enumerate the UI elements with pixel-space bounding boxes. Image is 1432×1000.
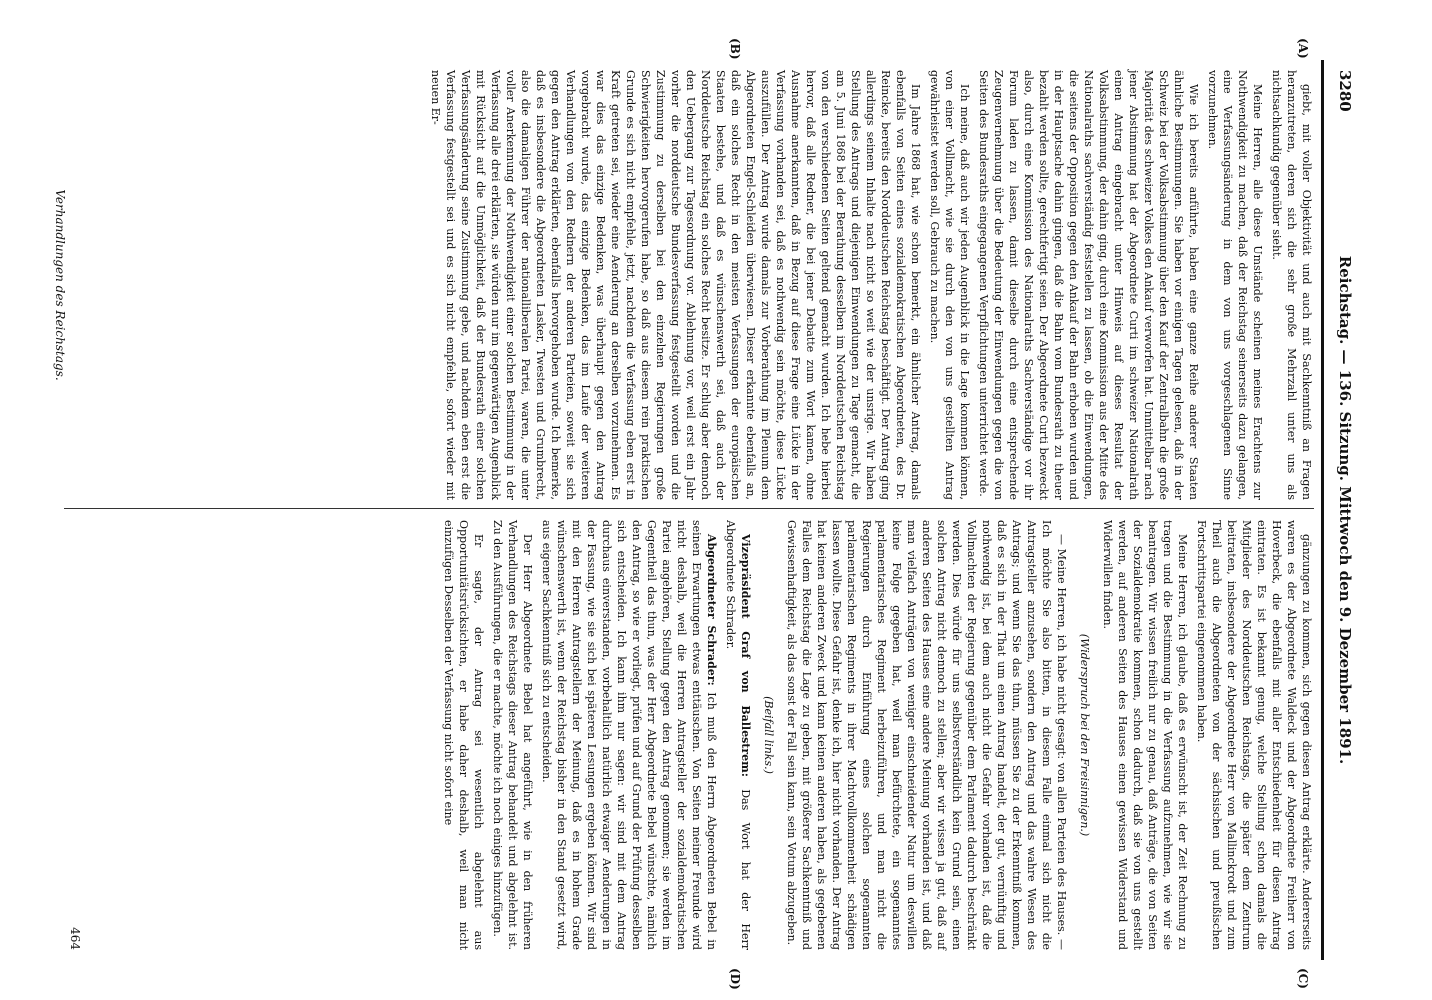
header-page-number: 3280 [1336, 70, 1354, 112]
paragraph: Er sagte, der Antrag sei wesentlich abgelehnt aus Opportunitätsrücksichten, er habe daher deshalb, weil man nicht einzufügen Desselben der Verfassung nicht sofort eine [442, 520, 485, 950]
paragraph: — Meine Herren, ich habe nicht gesagt: von allen Parteien des Hauses. — Ich möchte Sie also bitten, in diesem Falle einmal sich nicht die Antragsteller anzusehen, sondern den Antrag und das wahre Wesen des Antrags; und wenn Sie das thun, müssen Sie zu der Erkenntniß kommen, daß es sich in der That um einen Antrag handelt, der gut, vernünftig und nothwendig ist, bei dem auch nicht die Gefahr vorhanden ist, daß die Vollmachten der Regierung gegenüber dem Parlament dadurch beschränkt werden. Dies würde für uns selbstverständlich kein Grund sein, einen solchen Antrag nicht dennoch zu stellen; aber wir wissen ja gut, daß auf anderen Seiten des Hauses eine andere Meinung vorhanden ist, und daß man vielfach Anträgen von weniger einschneidender Natur um deswillen keine Folge gegeben hat, weil man befürchtete, ein sogenanntes parlamentarisches Regiment herbeizuführen, und man nicht die Regierungen durch Einführung eines solchen sogenannten parlamentarischen Regiments in ihrer Machtvollkommenheit schädigen lassen wollte. Diese Gefahr ist, denke ich, hier nicht vorhanden. Der Antrag hat keinen anderen Zweck und kann keinen anderen haben, als gegebenen Falles dem Reichstag die Lage zu geben, mit größerer Sachkenntniß und Gewissenhaftigkeit, als das sonst der Fall sein kann, sein Votum abzugeben. [785, 520, 1068, 950]
margin-mark-a: (A) [1296, 38, 1310, 59]
footer-publication: Verhandlungen des Reichstags. [53, 189, 67, 381]
paragraph: gänzungen zu kommen, sich gegen diesen Antrag erklärte. Andererseits waren es der Abgeordnete Waldeck und der Abgeordnete Freiherr von Hoverbeck, die ebenfalls mit aller Entschiedenheit für diesen Antrag eintraten. Es ist bekannt genug, welche Stellung schon damals die Mitglieder des Norddeutschen Reichstags, die später dem Zentrum beitraten, insbesondere der Abgeordnete Herr von Mallinckrodt und zum Theil auch die Abgeordneten von der sächsischen und preußischen Fortschrittspartei eingenommen haben. [1195, 520, 1313, 950]
speaker-name: Vizepräsident Graf von Ballestrem: [739, 534, 752, 777]
paragraph: giebt, mit voller Objektivität und auch mit Sachkenntniß an Fragen heranzutreten, deren sich die sehr große Mehrzahl unter uns als nichtsachkundig gegenüber sieht. [1270, 70, 1313, 500]
speaker-paragraph [539, 520, 719, 950]
speaker-text: Das Wort hat der Herr Abgeordnete Schrader. [724, 520, 752, 950]
interjection: (Beifall links.) [762, 696, 775, 774]
paragraph: Der Herr Abgeordnete Bebel hat angeführt, wie in den früheren Verhandlungen des Reichstags dieser Antrag behandelt und abgelehnt ist. Zu den Ausführungen, die er machte, möchte ich noch einiges hinzufügen. [491, 520, 534, 950]
paragraph: Meine Herren, ich glaube, daß es erwünscht ist, der Zeit Rechnung zu tragen und die Bestimmung in die Verfassung aufzunehmen, wie wir sie beantragen. Wir wissen freilich nur zu genau, daß Anträge, die von Seiten der Sozialdemokratie kommen, schon dadurch, daß sie von uns gestellt werden, auf anderen Seiten des Hauses einen gewissen Widerstand und Widerwillen finden. [1101, 520, 1189, 950]
paragraph: Im Jahre 1868 hat, wie schon bemerkt, ein ähnlicher Antrag, damals ebenfalls von Seiten eines sozialdemokratischen Abgeordneten, des Dr. Reincke, bereits den Norddeutschen Reichstag beschäftigt. Der Antrag ging allerdings seinem Inhalte nach nicht so weit wie der unsrige. Wir haben Stellung des Antrags und diejenigen Einwendungen zu Tage gemacht, die am 5. Juni 1868 bei der Berathung desselben im Norddeutschen Reichstag von den verschiedenen Seiten geltend gemacht wurden. Ich hebe hierbei hervor, daß alle Redner, die bei jener Debatte zum Wort kamen, ohne Ausnahme anerkannten, daß in Bezug auf diese Frage eine Lücke in der Verfassung vorhanden sei, daß es nothwendig sein möchte, diese Lücke auszufüllen. Der Antrag wurde damals zur Vorberathung im Plenum dem Abgeordneten Engel-Schleiden überwiesen. Dieser erkannte ebenfalls an, daß ein solches Recht in den meisten Verfassungen der europäischen Staaten bestehe, und daß es wünschenswerth sei, daß auch der Norddeutsche Reichstag ein solches Recht besitze. Er schlug aber dennoch den Uebergang zur Tagesordnung vor. Ablehnung vor, weil erst ein Jahr vorher die norddeutsche Bundesverfassung festgestellt worden und die Zustimmung zu derselben bei den einzelnen Regierungen große Schwierigkeiten hervorgerufen habe, so daß aus diesem rein praktischen Grunde es sich nicht empfehle, jetzt, nachdem die Verfassung eben erst in Kraft getreten sei, wieder eine Aenderung an derselben vorzunehmen. Es war dies das einzige Bedenken, was überhaupt gegen den Antrag vorgebracht wurde, das einzige Bedenken, das im Laufe der weiteren Verhandlungen von den Rednern der anderen Parteien, soweit sie sich gegen den Antrag erklärten, ebenfalls hervorgehoben wurde. Ich bemerke, daß es insbesondere die Abgeordneten Lasker, Twesten und Grumbrecht, also die damaligen Führer der nationalliberalen Partei, waren, die unter voller Anerkennung der Nothwendigkeit einer solchen Bestimmung in der Verfassung alle drei erklärten, sie würden nur im gegenwärtigen Augenblick mit Rücksicht auf die Unmöglichkeit, daß der Bundesrath einer solchen Verfassungsänderung seine Zustimmung gebe, und nachdem eben erst die Verfassung festgestellt sei und es sich nicht empfehle, sofort wieder mit neuen Er- [429, 70, 922, 500]
paragraph: Ich meine, daß auch wir jeden Augenblick in die Lage kommen können, von einer Vollmacht, wie sie durch den von uns gestellten Antrag gewährleistet werden soll, Gebrauch zu machen. [928, 70, 971, 500]
right-column [437, 520, 1314, 950]
speaker-paragraph [723, 520, 753, 950]
header-rule [1321, 60, 1324, 960]
column-divider [64, 508, 1314, 509]
header-title: Reichstag. — 136. Sitzung. Mittwoch den 9. Dezember 1891. [1336, 255, 1354, 765]
interjection: (Widerspruch bei den Freisinnigen.) [1078, 633, 1091, 837]
left-column [424, 70, 1314, 500]
margin-mark-b: (B) [728, 38, 742, 60]
speaker-name: Abgeordneter Schrader: [705, 534, 718, 686]
paragraph: Meine Herren, alle diese Umstände scheinen meines Erachtens zur Nothwendigkeit zu machen, daß der Reichstag seinerseits dazu gelangen, eine Verfassungsänderung in dem von uns vorgeschlagenen Sinne vorzunehmen. [1206, 70, 1264, 500]
footer-page-number: 464 [68, 927, 82, 950]
paragraph: Wie ich bereits anführte, haben eine ganze Reihe anderer Staaten ähnliche Bestimmungen. Sie haben vor einigen Tagen gelesen, daß in der Schweiz bei der Volksabstimmung über den Kauf der Zentralbahn die große Majorität des schweizer Volkes den Ankauf verworfen hat. Unmittelbar nach jener Abstimmung hat der Abgeordnete Curti im schweizer Nationalrath einen Antrag eingebracht unter Hinweis auf dieses Resultat der Volksabstimmung, der dahin ging, durch eine Kommission aus der Mitte des Nationalraths sachverständig feststellen zu lassen, ob die Einwendungen, die seitens der Opposition gegen den Ankauf der Bahn erhoben wurden und in der Hauptsache dahin gingen, daß die Bahn vom Bundesrath zu theuer bezahlt werden sollte, gerechtfertigt seien. Der Abgeordnete Curti bezweckt also, durch eine Kommission des Nationalraths Sachverständige vor ihr Forum laden zu lassen, damit dieselbe durch eine entsprechende Zeugenvernehmung über die Bedeutung der Einwendungen gegen die von Seiten des Bundesraths eingegangenen Verpflichtungen unterrichtet werde. [977, 70, 1200, 500]
margin-mark-d: (D) [728, 968, 742, 990]
margin-mark-c: (C) [1296, 968, 1310, 989]
speaker-text: Ich muß den Herrn Abgeordneten Bebel in seinen Erwartungen etwas enttäuschen. Von Seiten meiner Freunde wird nicht deshalb, weil die Herren Antragsteller der sozialdemokratischen Partei angehören, Stellung gegen den Antrag genommen; sie werden im Gegentheil das thun, was der Herr Abgeordnete Bebel wünschte, nämlich den Antrag, so wie er vorliegt, prüfen und auf Grund der Prüfung desselben sich entscheiden. Ich kann ihm nur sagen: wir sind mit dem Antrag durchaus einverstanden, vorbehaltlich natürlich etwaiger Aenderungen in der Fassung, wie sie sich bei späteren Lesungen ergeben können. Wir sind mit den Herren Antragstellern der Meinung, daß es in hohem Grade wünschenswerth ist, wenn der Reichstag bisher in den Stand gesetzt wird, aus eigener Sachkenntniß sich zu entscheiden. [540, 520, 718, 950]
page-header [1326, 60, 1362, 960]
